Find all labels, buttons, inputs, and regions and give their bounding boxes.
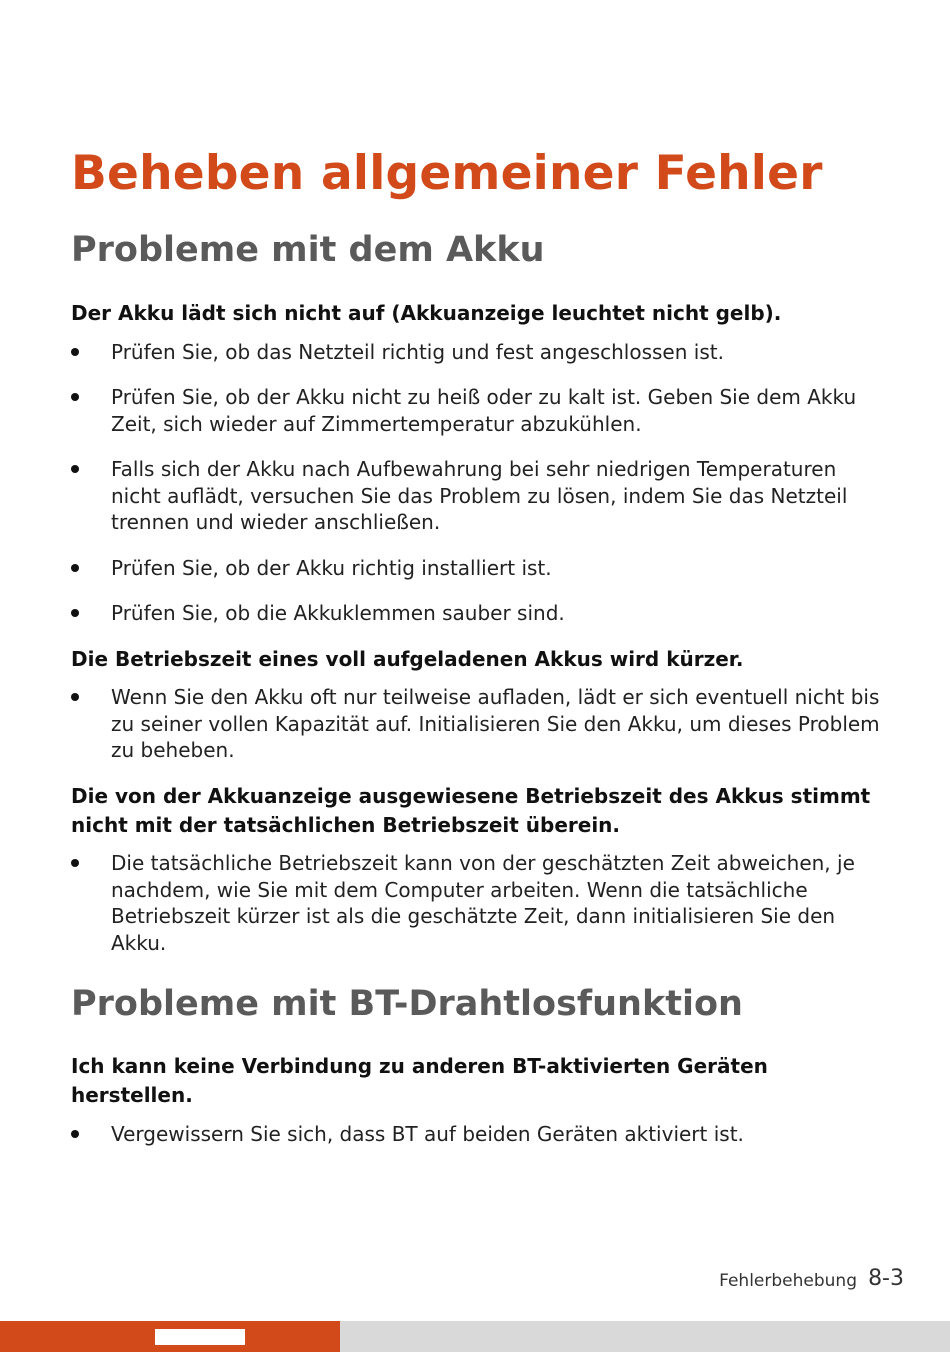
footer-page-number: 8-3 [868,1266,904,1291]
footer-bar-accent-frame [152,1321,248,1352]
footer-chapter-label: Fehlerbehebung [719,1271,857,1291]
bullet-dot-icon [71,859,79,867]
list-item-text: Prüfen Sie, ob das Netzteil richtig und fest angeschlossen ist. [111,340,724,364]
list-item [71,600,891,627]
footer-bar-accent-right [248,1321,340,1352]
list-item-text: Prüfen Sie, ob die Akkuklemmen sauber sind. [111,601,565,625]
list-item [71,850,891,956]
subheading-betriebszeit-abweichung: Die von der Akkuanzeige ausgewiesene Betriebszeit des Akkus stimmt nicht mit der tatsächlichen Betriebszeit überein. [71,784,871,837]
section-heading-akku: Probleme mit dem Akku [71,230,545,270]
bullet-dot-icon [71,1130,79,1138]
list-item [71,684,891,764]
subheading-bt-verbindung: Ich kann keine Verbindung zu anderen BT-aktivierten Geräten herstellen. [71,1054,768,1107]
section-heading-bt: Probleme mit BT-Drahtlosfunktion [71,984,743,1024]
list-item-text: Prüfen Sie, ob der Akku nicht zu heiß oder zu kalt ist. Geben Sie dem Akku Zeit, sich wieder auf Zimmertemperatur abzukühlen. [111,385,857,436]
footer-bar-gray [340,1321,950,1352]
bullet-dot-icon [71,393,79,401]
list-item-text: Falls sich der Akku nach Aufbewahrung bei sehr niedrigen Temperaturen nicht auflädt, versuchen Sie das Problem zu lösen, indem Sie das Netzteil trennen und wieder anschließen. [111,457,848,534]
list-item-text: Die tatsächliche Betriebszeit kann von der geschätzten Zeit abweichen, je nachdem, wie Sie mit dem Computer arbeiten. Wenn die tatsächliche Betriebszeit kürzer ist als die geschätzte Zeit, dann initialisieren Sie den Akku. [111,851,855,955]
list-item [71,384,891,437]
subheading-betriebszeit-kuerzer: Die Betriebszeit eines voll aufgeladenen Akkus wird kürzer. [71,647,744,671]
list-item-text: Vergewissern Sie sich, dass BT auf beiden Geräten aktiviert ist. [111,1122,744,1146]
list-item [71,339,891,366]
list-item [71,456,891,536]
page-title: Beheben allgemeiner Fehler [71,146,823,201]
list-item [71,1121,891,1148]
subheading-akku-laedt-nicht: Der Akku lädt sich nicht auf (Akkuanzeige leuchtet nicht gelb). [71,301,782,325]
list-item [71,555,891,582]
list-item-text: Prüfen Sie, ob der Akku richtig installiert ist. [111,556,552,580]
bullet-dot-icon [71,693,79,701]
bullet-dot-icon [71,564,79,572]
footer-bar-accent-left [0,1321,152,1352]
bullet-dot-icon [71,465,79,473]
bullet-dot-icon [71,348,79,356]
list-item-text: Wenn Sie den Akku oft nur teilweise aufladen, lädt er sich eventuell nicht bis zu seiner vollen Kapazität auf. Initialisieren Sie den Akku, um dieses Problem zu beheben. [111,685,880,762]
bullet-dot-icon [71,609,79,617]
footer-bar-white-tab [155,1329,245,1345]
